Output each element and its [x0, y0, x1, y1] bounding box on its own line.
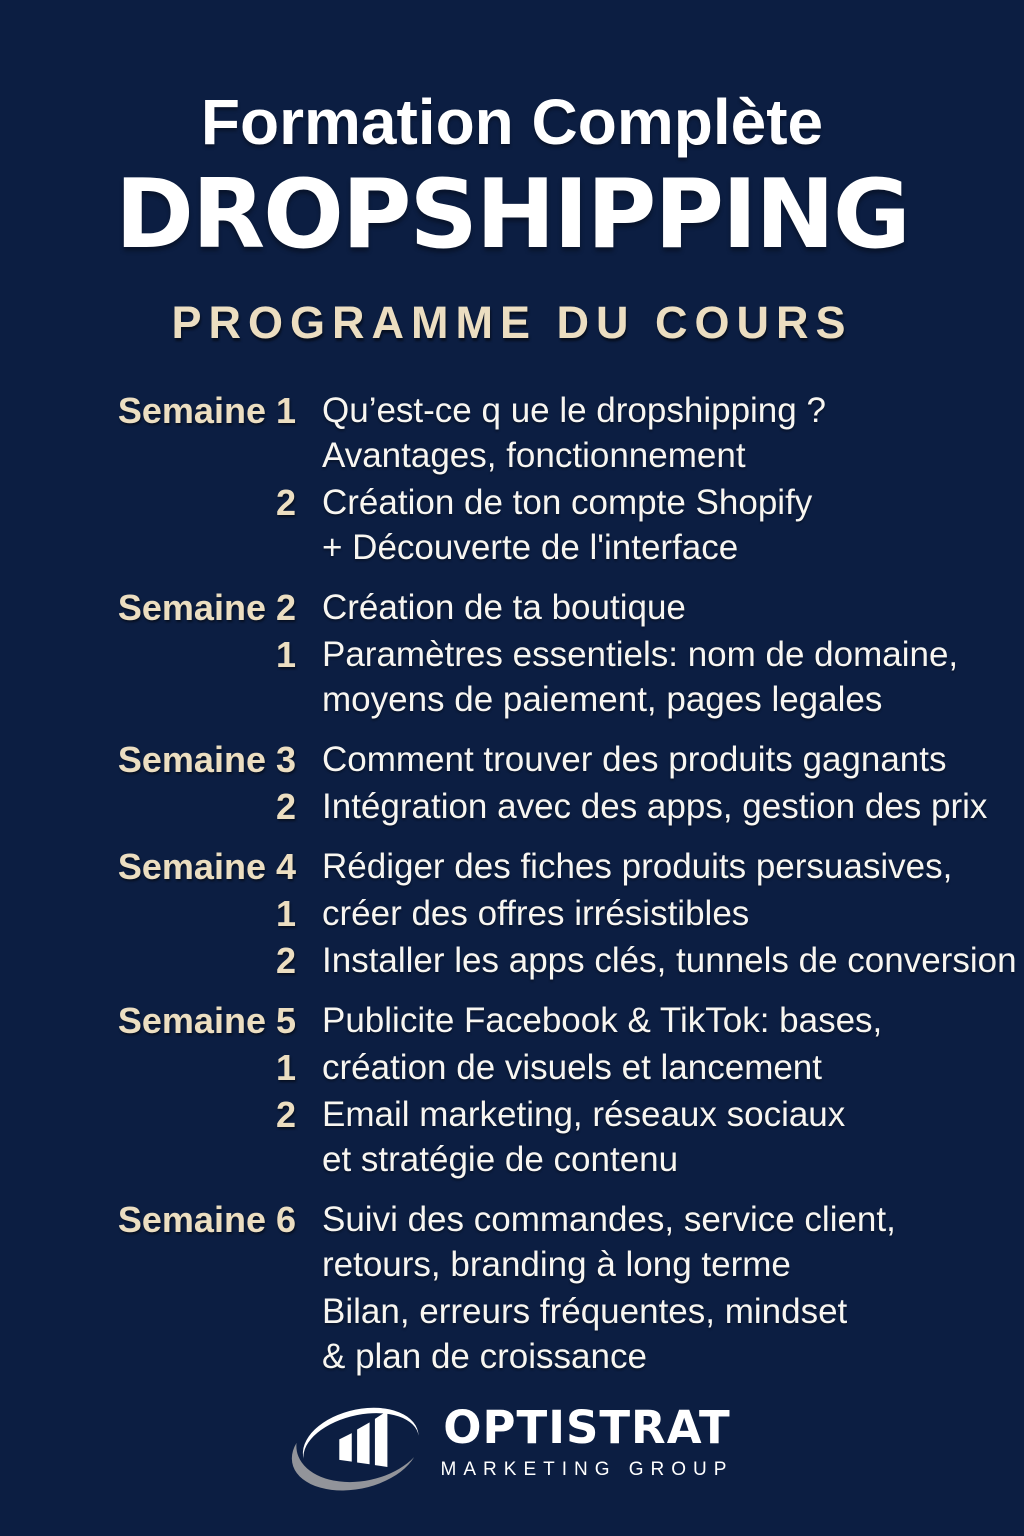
program-row-lesson — [0, 480, 1024, 570]
lesson-number: 2 — [275, 482, 296, 523]
program-line: retours, branding à long terme — [322, 1245, 791, 1284]
program-line: Email marketing, réseaux sociaux — [322, 1095, 846, 1134]
program-line: + Découverte de l'interface — [322, 528, 739, 567]
lesson-text — [296, 891, 749, 936]
week-label: Semaine 5 — [117, 1000, 296, 1041]
program-line: moyens de paiement, pages legales — [322, 680, 883, 719]
program-row-lesson — [0, 632, 1024, 722]
lesson-text — [296, 1289, 847, 1379]
week-label: Semaine 2 — [117, 587, 296, 628]
week-label: Semaine 1 — [117, 390, 296, 431]
program-line: créer des offres irrésistibles — [322, 894, 750, 933]
program-line: Bilan, erreurs fréquentes, mindset — [322, 1292, 848, 1331]
lesson-number: 1 — [275, 634, 296, 675]
program-line: et stratégie de contenu — [322, 1140, 679, 1179]
program-row-week-2 — [0, 585, 1024, 630]
section-title: PROGRAMME DU COURS — [171, 297, 853, 348]
program-row-week-6 — [0, 1197, 1024, 1287]
program-line: Avantages, fonctionnement — [322, 436, 746, 475]
lesson-text — [296, 998, 882, 1043]
lesson-text — [296, 938, 1017, 983]
week-label: Semaine 3 — [117, 739, 296, 780]
brand-tagline: MARKETING GROUP — [440, 1458, 734, 1480]
poster-header — [0, 0, 1024, 350]
program-line: création de visuels et lancement — [322, 1048, 822, 1087]
lesson-text — [296, 844, 952, 889]
lesson-text — [296, 632, 958, 722]
program-line: Création de ta boutique — [322, 588, 686, 627]
program-row-week-5 — [0, 998, 1024, 1043]
program-line: Création de ton compte Shopify — [322, 483, 813, 522]
lesson-number: 1 — [275, 893, 296, 934]
lesson-text — [296, 784, 987, 829]
lesson-number: 2 — [275, 1094, 296, 1135]
program-line: Intégration avec des apps, gestion des prix — [322, 787, 988, 826]
program-row-lesson — [0, 1092, 1024, 1182]
lesson-text — [296, 585, 686, 630]
lesson-text — [296, 1197, 896, 1287]
program-row-lesson — [0, 891, 1024, 936]
program-line: Comment trouver des produits gagnants — [322, 740, 947, 779]
poster-title: DROPSHIPPING — [115, 160, 909, 270]
program-line: Qu’est-ce q ue le dropshipping ? — [322, 391, 826, 430]
lesson-text — [296, 1045, 822, 1090]
program-row-week-1 — [0, 388, 1024, 478]
program-line: Paramètres essentiels: nom de domaine, — [322, 635, 959, 674]
lesson-number: 1 — [275, 1047, 296, 1088]
program-row-week-4 — [0, 844, 1024, 889]
program-row-lesson — [0, 938, 1024, 983]
lesson-text — [296, 480, 812, 570]
program-line: Publicite Facebook & TikTok: bases, — [322, 1001, 883, 1040]
poster-subtitle: Formation Complète — [200, 86, 824, 158]
week-label: Semaine 4 — [117, 846, 296, 887]
empty-label — [0, 1289, 296, 1379]
program-line: Suivi des commandes, service client, — [322, 1200, 896, 1239]
program-line: & plan de croissance — [322, 1337, 647, 1376]
lesson-number: 2 — [275, 786, 296, 827]
brand-footer — [0, 1393, 1024, 1491]
program-row-continuation — [0, 1289, 1024, 1379]
week-label: Semaine 6 — [117, 1199, 296, 1240]
bar-chart-swoosh-icon — [291, 1393, 425, 1491]
lesson-text — [296, 388, 826, 478]
program-row-lesson — [0, 1045, 1024, 1090]
brand-text — [440, 1400, 734, 1481]
program-row-lesson — [0, 784, 1024, 829]
lesson-text — [296, 737, 947, 782]
lesson-text — [296, 1092, 845, 1182]
lesson-number: 2 — [275, 940, 296, 981]
program-list — [0, 388, 1024, 1379]
program-line: Rédiger des fiches produits persuasives, — [322, 847, 953, 886]
program-line: Installer les apps clés, tunnels de conversion — [322, 941, 1017, 980]
program-row-week-3 — [0, 737, 1024, 782]
brand-name: OPTISTRAT — [443, 1400, 731, 1454]
